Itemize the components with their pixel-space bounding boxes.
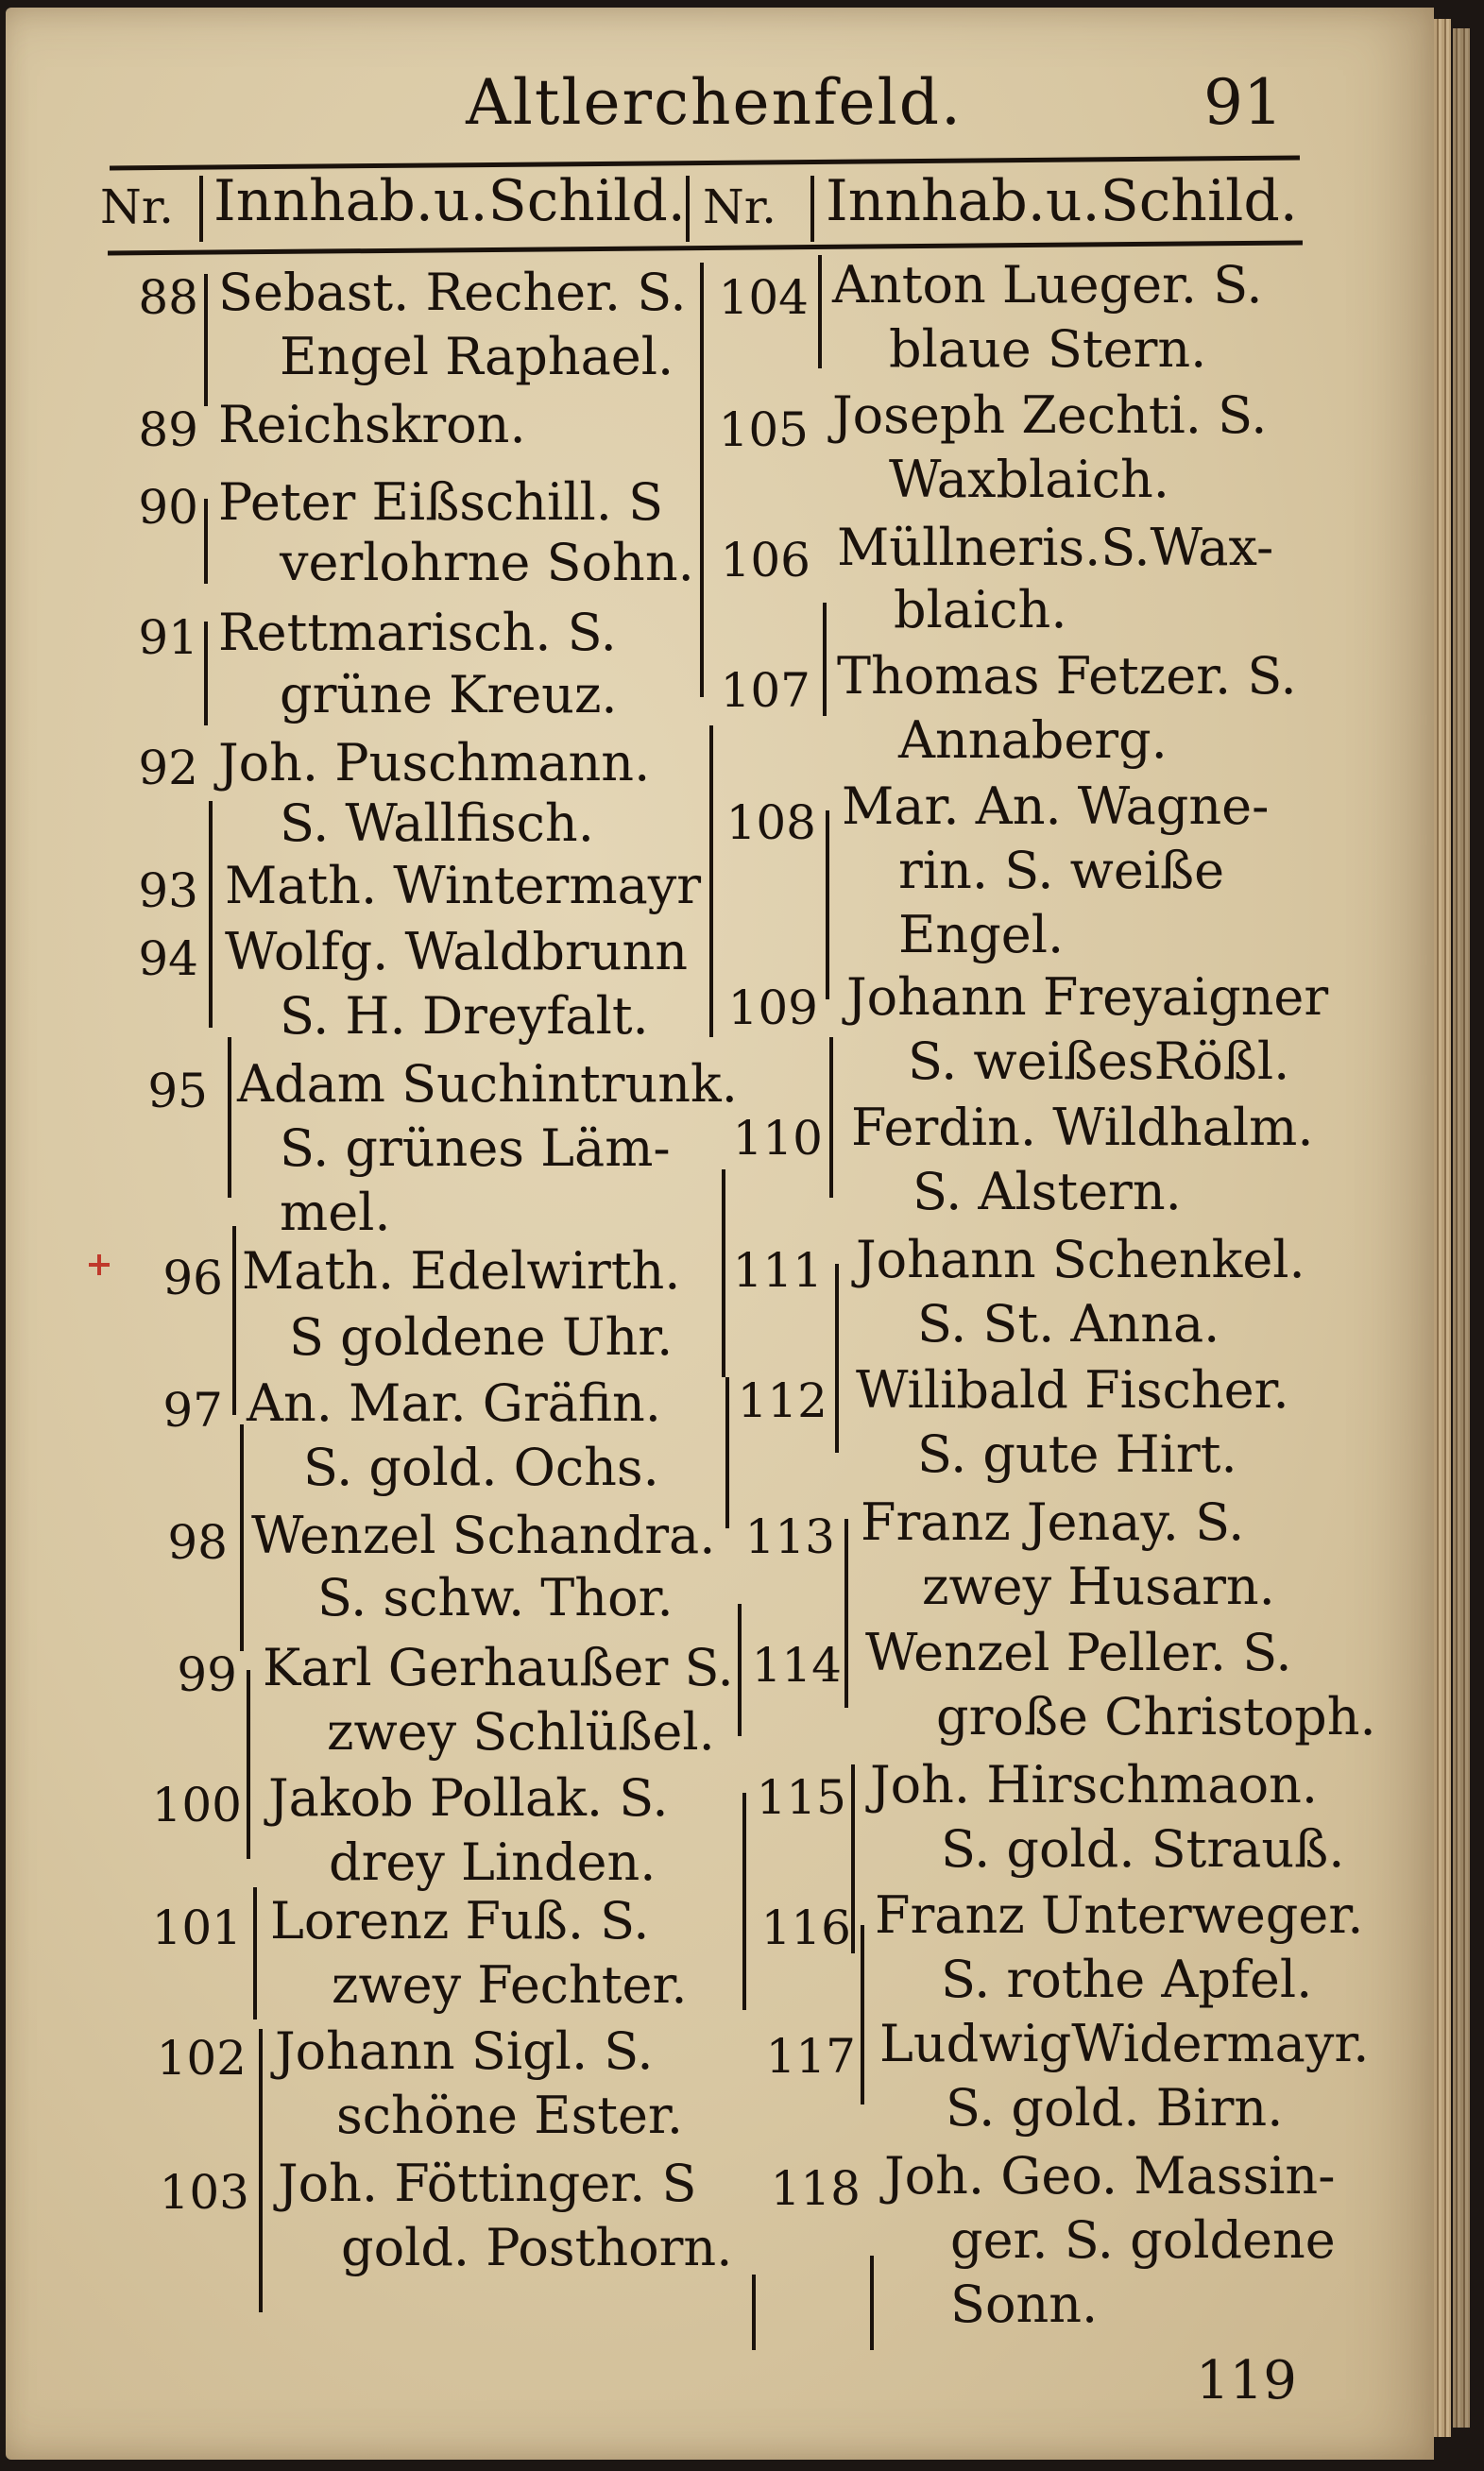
entry-holder: Wenzel Peller. S.	[865, 1623, 1292, 1682]
entry-holder: Wilibald Fischer.	[856, 1360, 1289, 1420]
page-edges	[1434, 19, 1451, 2437]
column-rule	[204, 499, 208, 584]
entry-sign: ger. S. goldene	[950, 2210, 1336, 2270]
column-rule	[228, 1037, 231, 1198]
entry-number: 110	[732, 1111, 823, 1166]
header-holder-left: Innhab.u.Schild.	[213, 168, 686, 234]
entry-number: 112	[737, 1373, 827, 1428]
entry-number: 101	[151, 1900, 242, 1955]
entry-sign: blaich.	[894, 580, 1067, 639]
entry-sign: große Christoph.	[936, 1687, 1376, 1747]
column-rule	[209, 801, 213, 1028]
entry-holder: Franz Unterweger.	[875, 1885, 1364, 1945]
entry-holder: Johann Schenkel.	[856, 1230, 1305, 1289]
entry-sign: verlohrne Sohn.	[280, 533, 694, 592]
column-rule	[247, 1670, 250, 1859]
entry-number: 104	[718, 270, 809, 325]
header-nr-right: Nr.	[703, 179, 777, 234]
column-rule	[844, 1519, 848, 1708]
entry-sign: Annaberg.	[898, 710, 1168, 770]
entry-number: 109	[727, 980, 818, 1035]
entry-holder: Johann Sigl. S.	[275, 2021, 654, 2081]
entry-number: 108	[725, 795, 816, 850]
column-rule	[253, 1887, 257, 2019]
column-rule	[818, 255, 822, 368]
entry-sign: zwey Husarn.	[922, 1557, 1275, 1616]
column-rule	[752, 2275, 756, 2350]
entry-number: 113	[744, 1509, 835, 1564]
entry-number: 105	[718, 402, 809, 457]
header-divider	[686, 176, 690, 242]
entry-holder: Ferdin. Wildhalm.	[851, 1098, 1314, 1157]
entry-number: 97	[162, 1383, 223, 1438]
column-rule	[861, 1925, 864, 2105]
entry-number: 116	[760, 1900, 851, 1955]
entry-number: 107	[720, 663, 810, 718]
signature-mark: 119	[1196, 2350, 1297, 2411]
entry-sign: blaue Stern.	[889, 319, 1207, 379]
entry-number: 117	[765, 2029, 856, 2084]
entry-sign: S. grünes Läm-	[280, 1118, 671, 1178]
entry-sign: S. rothe Apfel.	[941, 1950, 1313, 2009]
entry-holder: Joh. Geo. Massin-	[884, 2146, 1336, 2206]
entry-sign: zwey Schlüßel.	[327, 1702, 715, 1762]
column-rule	[823, 603, 827, 716]
entry-number: 114	[751, 1638, 842, 1693]
entry-holder: Reichskron.	[218, 395, 526, 454]
column-rule	[870, 2256, 874, 2350]
entry-sign: schöne Ester.	[336, 2086, 683, 2145]
entry-sign: mel.	[280, 1183, 391, 1242]
book-page	[6, 8, 1434, 2460]
entry-holder: Rettmarisch. S.	[218, 603, 617, 662]
entry-number: 95	[147, 1064, 208, 1118]
entry-number: 88	[138, 270, 198, 325]
entry-holder: Math. Edelwirth.	[242, 1241, 681, 1301]
entry-sign: Sonn.	[950, 2275, 1099, 2334]
entry-sign: gold. Posthorn.	[341, 2218, 733, 2277]
entry-sign: Waxblaich.	[889, 450, 1169, 509]
entry-holder: Anton Lueger. S.	[832, 255, 1263, 315]
entry-number: 106	[720, 533, 810, 588]
entry-sign: S. gold. Ochs.	[303, 1438, 659, 1497]
entry-holder: Joh. Puschmann.	[218, 733, 651, 792]
entry-holder: An. Mar. Gräfin.	[247, 1373, 661, 1433]
entry-sign: S. H. Dreyfalt.	[280, 986, 649, 1046]
entry-holder: Joh. Föttinger. S	[278, 2154, 697, 2213]
entry-holder: Mar. An. Wagne-	[842, 776, 1270, 836]
entry-number: 99	[177, 1647, 237, 1702]
entry-holder: Adam Suchintrunk.	[237, 1054, 738, 1114]
entry-sign: S. weißesRößl.	[908, 1031, 1290, 1091]
header-divider	[810, 176, 814, 242]
entry-sign: rin. S. weiße	[898, 841, 1225, 900]
entry-holder: Sebast. Recher. S.	[218, 263, 687, 322]
entry-number: 94	[138, 931, 198, 986]
entry-number: 89	[138, 402, 198, 457]
entry-holder: Wenzel Schandra.	[251, 1506, 716, 1565]
page-title: Altlerchenfeld.	[466, 66, 963, 139]
entry-sign: S. Alstern.	[913, 1162, 1182, 1221]
entry-holder: Jakob Pollak. S.	[268, 1768, 669, 1828]
entry-sign: S. Wallfisch.	[280, 793, 594, 853]
entry-sign: Engel.	[898, 905, 1065, 964]
entry-number: 118	[770, 2161, 861, 2216]
entry-number: 103	[159, 2165, 249, 2220]
entry-holder: LudwigWidermayr.	[879, 2014, 1370, 2073]
column-rule	[835, 1264, 839, 1453]
header-divider	[199, 176, 203, 242]
entry-number: 111	[732, 1243, 823, 1298]
entry-holder: Joseph Zechti. S.	[832, 385, 1268, 445]
page-edges	[1453, 28, 1470, 2428]
column-rule	[240, 1424, 244, 1651]
entry-holder: Karl Gerhaußer S.	[263, 1638, 734, 1697]
header-rule-bottom	[108, 240, 1303, 255]
entry-holder: Joh. Hirschmaon.	[870, 1755, 1319, 1815]
entry-number: 100	[151, 1778, 242, 1832]
entry-number: 91	[138, 610, 198, 665]
entry-number: 102	[156, 2031, 247, 2086]
column-rule	[700, 263, 704, 697]
entry-holder: Peter Eißschill. S	[218, 472, 664, 532]
header-holder-right: Innhab.u.Schild.	[826, 168, 1298, 234]
entry-sign: S goldene Uhr.	[289, 1307, 674, 1367]
entry-number: 115	[756, 1770, 846, 1825]
column-rule	[204, 622, 208, 725]
page-number: 91	[1203, 66, 1283, 139]
entry-sign: S. gute Hirt.	[917, 1424, 1237, 1484]
entry-sign: S. gold. Strauß.	[941, 1819, 1345, 1879]
column-rule	[232, 1226, 236, 1415]
entry-sign: S. schw. Thor.	[317, 1568, 674, 1627]
entry-holder: Wolfg. Waldbrunn	[225, 922, 689, 981]
entry-number: 93	[138, 863, 198, 918]
entry-sign: S. gold. Birn.	[946, 2078, 1284, 2138]
entry-number: 98	[167, 1515, 228, 1570]
red-cross-mark	[89, 1254, 110, 1275]
entry-number: 90	[138, 480, 198, 535]
entry-sign: drey Linden.	[329, 1832, 657, 1892]
entry-sign: Engel Raphael.	[280, 327, 674, 386]
entry-holder: Lorenz Fuß. S.	[270, 1891, 650, 1951]
entry-sign: zwey Fechter.	[332, 1955, 688, 2015]
column-rule	[826, 810, 829, 999]
entry-sign: S. St. Anna.	[917, 1294, 1220, 1354]
header-nr-left: Nr.	[100, 179, 175, 234]
column-rule	[829, 1037, 833, 1198]
entry-holder: Franz Jenay. S.	[861, 1492, 1245, 1552]
entry-holder: Thomas Fetzer. S.	[837, 646, 1297, 706]
column-rule	[204, 274, 208, 406]
entry-number: 96	[162, 1251, 223, 1305]
entry-sign: grüne Kreuz.	[280, 665, 618, 724]
entry-number: 92	[138, 741, 198, 795]
column-rule	[259, 2029, 263, 2312]
entry-holder: Math. Wintermayr	[225, 856, 702, 915]
entry-holder: Johann Freyaigner	[846, 967, 1329, 1027]
column-rule	[851, 1764, 855, 1953]
entry-holder: Müllneris.S.Wax-	[837, 518, 1274, 577]
